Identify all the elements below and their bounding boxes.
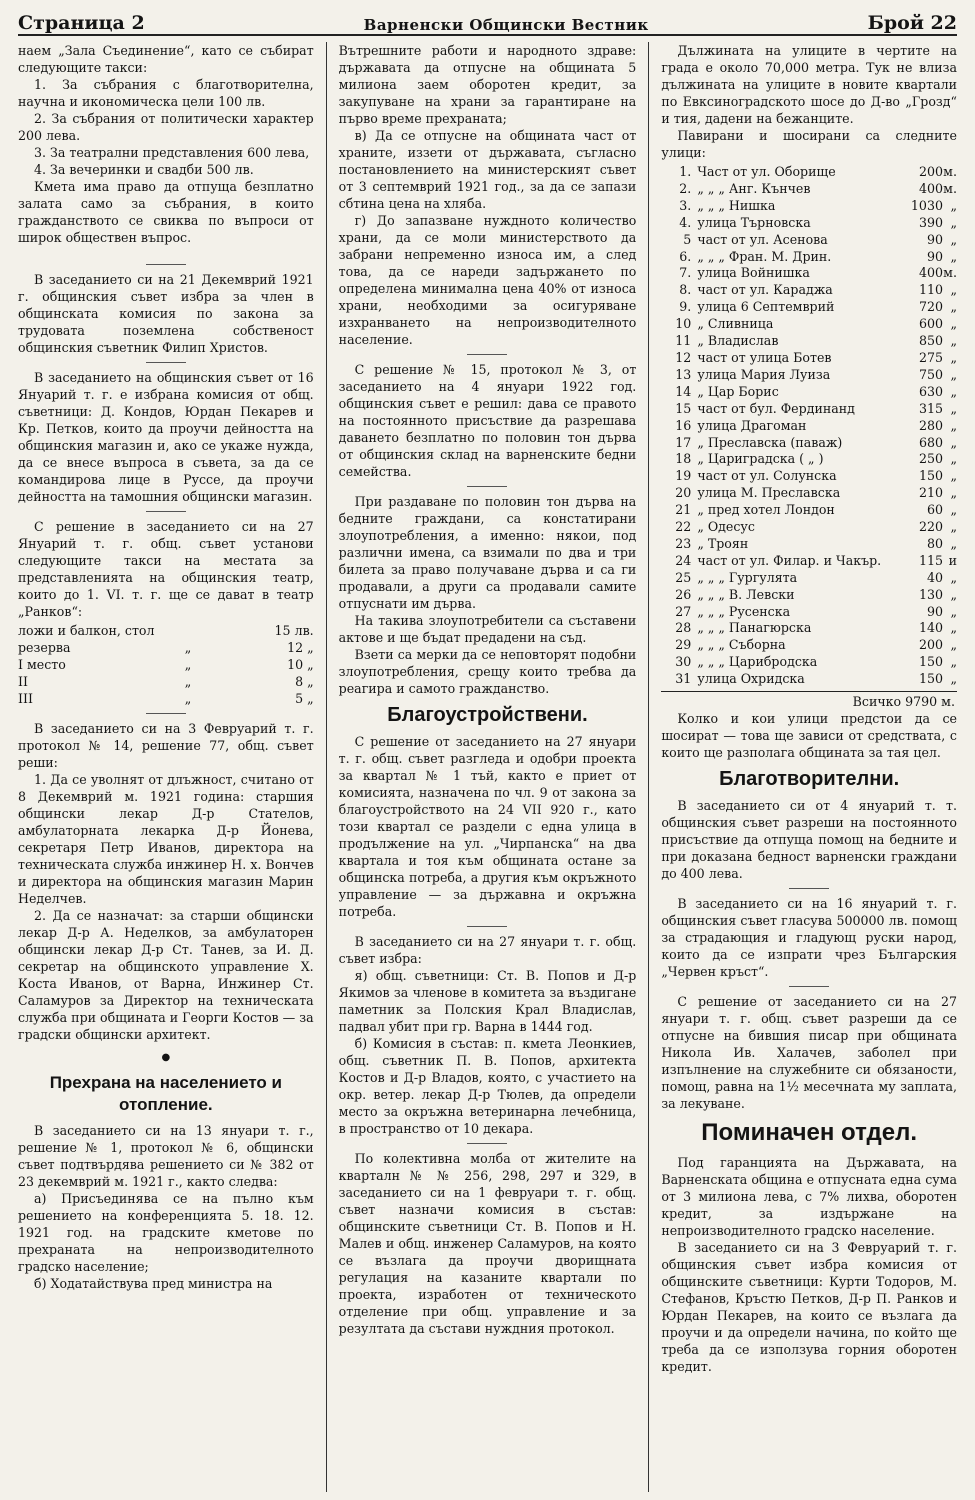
paragraph: Павирани и шосирани са следните улици: xyxy=(661,128,957,160)
columns xyxy=(18,42,957,1492)
paragraph: В заседанието си на 27 януари т. г. общ. съвет избра: xyxy=(338,934,637,966)
street-row: 13 улица Мария Луиза 750 „ xyxy=(675,366,957,382)
section-heading-food: Прехрана на населението и отопление. xyxy=(49,1073,282,1114)
paragraph: С решение от заседанието си на 27 януари т. г. общ. съвет разреши да се отпусне на бившия писар при общината Никола Ив. Халачев, заболел при изпълнение на служебните си обязаности, помощ, равна на 1½ месечната му заплата, за лекуване. xyxy=(661,994,957,1112)
street-row: 26 „ „ „ В. Левски 130 „ xyxy=(675,586,957,602)
page-header xyxy=(18,6,957,36)
street-row: 15 част от бул. Фердинанд 315 „ xyxy=(675,400,957,416)
street-row: 1. Част от ул. Оборище 200 м. xyxy=(679,164,957,179)
street-row: 10 „ Сливница 600 „ xyxy=(675,316,957,332)
street-row: 16 улица Драгоман 280 „ xyxy=(675,417,957,433)
street-row: 17 „ Преславска (паваж) 680 „ xyxy=(675,434,957,450)
column-3 xyxy=(649,42,957,1492)
section-heading-memorial: Поминачен отдел. xyxy=(701,1119,918,1147)
paragraph: В заседанието си на 3 Февруарий т. г. протокол № 14, решение 77, общ. съвет реши: xyxy=(18,721,314,770)
street-row: 9. улица 6 Септемврий 720 „ xyxy=(679,299,957,315)
fee-row: ложи и балкон, стол 15 лв. xyxy=(18,623,314,638)
paragraph: 2. Да се назначат: за старши общински лекар Д-р А. Неделков, за амбулаторен общински лекар Д-р Ст. Танев, за И. Д. секретар на общинското управление Х. Коста Иванов, от Варна, Инжинер Ст. Саламуров за Директор на техническата служба при общината и Георги Костов — за градски общински архитект. xyxy=(18,908,314,1042)
column-1 xyxy=(18,42,326,1492)
masthead: Варненски Общински Вестник xyxy=(363,16,649,34)
separator xyxy=(467,1143,507,1144)
paragraph: а) Присъединява се на пълно към решението на конференцията 5. 18. 12. 1921 год. на градските кметове по прехраната на непроизводителното градско население; xyxy=(18,1191,314,1274)
section-heading-improvements: Благоустройствени. xyxy=(387,704,588,726)
street-row: 11 „ Владислав 850 „ xyxy=(675,333,957,349)
paragraph: я) общ. съветници: Ст. В. Попов и Д-р Якимов за членове в комитета за въздигане паметник за Полския Крал Владислав, падвал убит при гр. Варна в 1444 год. xyxy=(338,968,637,1034)
street-row: 22 „ Одесус 220 „ xyxy=(675,519,957,535)
street-row: 18 „ Цариградска ( „ ) 250 „ xyxy=(675,451,957,467)
separator xyxy=(789,888,829,889)
paragraph: наем „Зала Съединение“, като се събират следующите такси: xyxy=(18,43,314,75)
fee-item: 3. За театрални представления 600 лева, xyxy=(34,145,310,160)
separator xyxy=(467,926,507,927)
paragraph: В заседанието си на 16 януарий т. г. общинския съвет гласува 500000 лв. помощ за страдающия и гладующ руски народ, които да се изпрати чрез Българския „Червен кръст“. xyxy=(661,896,957,980)
paragraph: В заседанието си на 3 Февруарий т. г. общинския съвет избра комисия от общинските съветници: Курти Тодоров, М. Стефанов, Кръстю Петков, Д-р П. Ранков и Юрдан Пекарев, на които се възлага да проучи и да определи начина, по който ще треба да се използува горния оборотен кредит. xyxy=(661,1240,957,1375)
paved-streets-table xyxy=(661,164,957,688)
paragraph: В заседанието на общинския съвет от 16 Януарий т. г. е избрана комисия от общ. съветници: Д. Кондов, Юрдан Пекарев и Кр. Петков, които да проучи дейността на общинския магазин и, ако се укаже нужда, да се внесе въпроса в съвета, за да се командирова лице в Руссе, да проучи дейността на тамошния общински магазин. xyxy=(18,370,314,504)
paragraph: Колко и кои улици предстои да се шосират — това ще зависи от средствата, с които ще разполага общината за тая цел. xyxy=(661,711,957,761)
paragraph: В заседанието си на 13 януари т. г., решение № 1, протокол № 6, общински съвет подтвърдява решението си № 382 от 23 декемврий м. 1921 г., както следва: xyxy=(18,1123,314,1189)
separator xyxy=(467,486,507,487)
street-row: 21 „ пред хотел Лондон 60 „ xyxy=(675,502,957,518)
column-2 xyxy=(326,42,650,1492)
street-row: 5 част от ул. Асенова 90 „ xyxy=(683,231,957,247)
fee-item: 4. За вечеринки и свадби 500 лв. xyxy=(34,162,254,177)
theatre-fee-table xyxy=(18,622,314,707)
street-row: 31 улица Охридска 150 „ xyxy=(675,671,957,687)
street-row: 25 „ „ „ Гургулята 40 „ xyxy=(675,569,957,585)
street-row: 19 част от ул. Солунска 150 „ xyxy=(675,468,957,484)
fee-row: I место „ 10 „ xyxy=(18,657,314,672)
street-row: 7. улица Войнишка 400 м. xyxy=(679,265,957,281)
paragraph: В заседанието си на 21 Декемврий 1921 г. общинския съвет избра за член в общинската комисия по закона за трудовата поземлена собственост общинския съветник Филип Христов. xyxy=(18,272,314,355)
separator xyxy=(467,354,507,355)
paragraph: Вътрешните работи и народното здраве: държавата да отпусне на общината 5 милиона заем оборотен кредит, за закупуване на храни за гарантиране на първо време прехраната; xyxy=(338,43,637,126)
separator xyxy=(146,362,186,363)
page-number: Страница 2 xyxy=(18,12,145,34)
paragraph: б) Комисия в състав: п. кмета Леонкиев, общ. съветник П. В. Попов, архитекта Костов и Д-р Владов, която, с участието на окр. ветер. лекар Д-р Тюлев, да определи место за окръжна ветеринарна лечебница, в пространство от 10 декара. xyxy=(338,1036,637,1136)
paragraph: Под гаранцията на Държавата, на Варненската община е отпусната една сума от 3 милиона лева, с 7% лихва, оборотен кредит, за издържане на непроизводителното градско население. xyxy=(661,1155,957,1239)
paragraph: г) До запазване нуждното количество храни, да се моли министерството да забрани непременно износа им, а след това, да се нареди задържането по определена минимална цена 40% от износа храни, необходими за осигуряване изхранването на непроизводителното население. xyxy=(338,213,637,347)
paragraph: С решение от заседанието на 27 януари т. г. общ. съвет разгледа и одобри проекта за квартал № 1 тъй, както е приет от комисията, назначена по чл. 9 от закона за благоустройството на 24 VII 920 г., като този квартал се раздели с една улица в продължение на ул. „Чирпанска“ на два квартала и тоя към общината остане за общинска потреба, а другия към окръжното управление — за държавна и окръжна потреба. xyxy=(338,734,637,919)
paragraph: Дължината на улиците в чертите на града е около 70,000 метра. Тук не влиза дължината на улиците в новите квартали по Евксиноградското шосе до Д-во „Грозд“ и тия, дадени на бежанците. xyxy=(661,43,957,126)
street-row: 14 „ Цар Борис 630 „ xyxy=(675,383,957,399)
separator xyxy=(146,511,186,512)
streets-total: Всичко 9790 м. xyxy=(661,691,957,710)
separator xyxy=(146,713,186,714)
street-row: 4. улица Търновска 390 „ xyxy=(679,214,957,230)
paragraph: в) Да се отпусне на общината част от храните, иззети от държавата, съгласно постановлението на министерският съвет от 3 септемврий 1921 год., за да се запази сбтина цена на хляба. xyxy=(338,128,637,211)
street-row: 23 „ Троян 80 „ xyxy=(675,535,957,551)
paragraph: С решение в заседанието си на 27 Януарий т. г. общ. съвет установи следующите такси на местата за представленията на общинския театр, които до 1. VI. т. г. ще се дават в театр „Ранков“: xyxy=(18,519,314,619)
street-row: 24 част от ул. Филар. и Чакър. 115 и xyxy=(675,552,957,568)
paragraph: Взети са мерки да се неповторят подобни злоупотребления, срещу които требва да реагира и самото гражданство. xyxy=(338,647,637,696)
fee-item: 1. За събрания с благотворителна, научна и икономическа цели 100 лв. xyxy=(18,77,314,109)
fee-row: II „ 8 „ xyxy=(18,674,314,689)
paragraph: 1. Да се уволнят от длъжност, считано от 8 Декемврий м. 1921 година: старшия общински лекар Д-р Стателов, амбулаторната лекарка Д-р Йонева, секретаря Петр Иванов, директора на техническата служба инжинер Н. х. Вончев и директора на общинския магазин Марин Неделчев. xyxy=(18,772,314,906)
paragraph: Кмета има право да отпуща безплатно залата само за събрания, в които гражданството се свиква по въпроси от широк обществен въпрос. xyxy=(18,179,314,245)
street-row: 8. част от ул. Караджа 110 „ xyxy=(679,282,957,298)
separator xyxy=(789,986,829,987)
bullet-divider: ● xyxy=(161,1052,171,1063)
street-row: 27 „ „ „ Русенска 90 „ xyxy=(675,603,957,619)
fee-item: 2. За събрания от политически характер 200 лева. xyxy=(18,111,314,143)
street-row: 6. „ „ „ Фран. М. Дрин. 90 „ xyxy=(679,248,957,264)
street-row: 29 „ „ „ Съборна 200 „ xyxy=(675,637,957,653)
paragraph: На такива злоупотребители са съставени актове и ще бъдат предадени на съд. xyxy=(338,613,637,645)
street-row: 20 улица М. Преславска 210 „ xyxy=(675,485,957,501)
street-row: 3. „ „ „ Нишка 1030 „ xyxy=(679,197,957,213)
street-row: 2. „ „ „ Анг. Кънчев 400 м. xyxy=(679,180,957,196)
section-heading-charity: Благотворителни. xyxy=(719,768,900,791)
fee-row: резерва „ 12 „ xyxy=(18,640,314,655)
street-row: 28 „ „ „ Панагюрска 140 „ xyxy=(675,620,957,636)
paragraph: По колективна молба от жителите на кварталн № № 256, 298, 297 и 329, в заседанието си на 1 февруари т. г. общ. съвет назначи комисия в състав: общинските съветници Ст. В. Попов и Н. Малев и общ. инженер Саламуров, на която се възлага да проучи дворищната регулация на казаните квартали по проекта, изработен от техническото отделение при общ. управление и за резултата да състави нуждния протокол. xyxy=(338,1151,637,1336)
paragraph: б) Ходатайствува пред министра на xyxy=(34,1276,273,1291)
street-row: 30 „ „ „ Царибродска 150 „ xyxy=(675,654,957,670)
separator xyxy=(146,264,186,265)
fee-row: III „ 5 „ xyxy=(18,691,314,706)
issue-number: Брой 22 xyxy=(867,12,957,34)
paragraph: В заседанието си от 4 януарий т. т. общинския съвет разреши на постоянното присъствие да отпуща помощ на бедните и при доказана бедност варненски граждани до 400 лева. xyxy=(661,798,957,882)
paragraph: При раздаване по половин тон дърва на бедните граждани, са констатирани злоупотребления, а именно: някои, под различни имена, са взимали по два и три билета за право получаване дърва и са ги продавали, а други са продавали самите отпуснати им дърва. xyxy=(338,494,637,611)
paragraph: С решение № 15, протокол № 3, от заседанието на 4 януари 1922 год. общинския съвет е решил: дава се правото на постоянното присъствие да разрешава даването безплатно по половин тон дърва от общинския склад на варненските бедни семейства. xyxy=(338,362,637,479)
street-row: 12 част от улица Ботев 275 „ xyxy=(675,349,957,365)
